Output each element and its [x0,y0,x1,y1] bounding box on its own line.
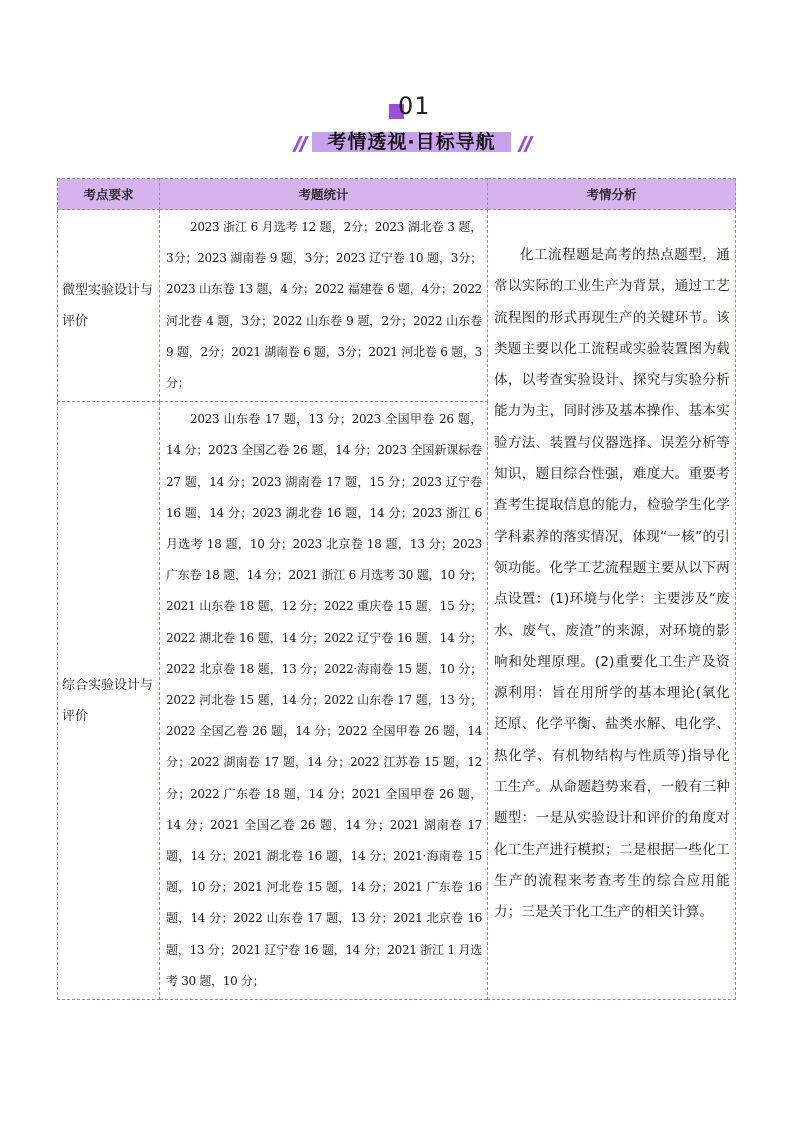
exam-analysis-table [57,178,736,1000]
column-header-statistics: 考题统计 [160,179,488,210]
section-title: 考情透视·目标导航 [327,131,496,153]
column-header-analysis: 考情分析 [488,179,736,210]
requirement-cell: 综合实验设计与评价 [58,402,160,1000]
section-header [0,94,794,164]
statistics-text: 2023 山东卷 17 题，13 分；2023 全国甲卷 26 题，14 分；2023 全国乙卷 26 题，14 分；2023 全国新课标卷 27 题，14 分；2023 湖南卷 17 题，15 分；2023 辽宁卷 16 题，14 分；2023 湖北卷 16 题，14 分；2023 浙江 6 月选考 18 题，10 分；2023 北京卷 18 题，13 分；2023 广东卷 18 题，14 分；2021 浙江 6 月选考 30 题，10 分；2021 山东卷 18 题，12 分；2022 重庆卷 15 题，15 分；2022 湖北卷 16 题，14 分；2022 辽宁卷 16 题，14 分；2022 北京卷 18 题，13 分；2022·海南卷 15 题，10 分；2022 河北卷 15 题，14 分；2022 山东卷 17 题，13 分；2022 全国乙卷 26 题，14 分；2022 全国甲卷 26 题，14 分；2022 湖南卷 17 题，14 分；2022 江苏卷 15 题，12 分；2022 广东卷 18 题，14 分；2021 全国甲卷 26 题，14 分；2021 全国乙卷 26 题，14 分；2021 湖南卷 17 题，14 分；2021 湖北卷 16 题，14 分；2021·海南卷 15 题，10 分；2021 河北卷 15 题，14 分；2021 广东卷 16 题，14 分；2022 山东卷 17 题，13 分；2021 北京卷 16 题，13 分；2021 辽宁卷 16 题，14 分；2021 浙江 1 月选考 30 题，10 分； [166,412,482,988]
statistics-cell [160,402,488,1000]
section-number: 01 [398,92,431,120]
requirement-cell: 微型实验设计与评价 [58,210,160,402]
column-header-requirement: 考点要求 [58,179,160,210]
table-header-row [58,179,736,210]
statistics-text: 2023 浙江 6 月选考 12 题，2分；2023 湖北卷 3 题，3分；2023 湖南卷 9 题，3分；2023 辽宁卷 10 题，3分；2023 山东卷 13 题，4 分；2022 福建卷 6 题，4分；2022 河北卷 4 题，3分；2022 山东卷 9 题，2分；2022 山东卷 9 题，2分；2021 湖南卷 6 题，3分；2021 河北卷 6 题，3分； [166,220,482,391]
analysis-text: 化工流程题是高考的热点题型，通常以实际的工业生产为背景，通过工艺流程图的形式再现生产的关键环节。该类题主要以化工流程或实验装置图为载体，以考查实验设计、探究与实验分析能力为主，同时涉及基本操作、基本实验方法、装置与仪器选择、误差分析等知识，题目综合性强，难度大。重要考查考生提取信息的能力，检验学生化学学科素养的落实情况，体现“一核”的引领功能。化学工艺流程题主要从以下两点设置：(1)环境与化学：主要涉及“废水、废气、废渣”的来源，对环境的影响和处理原理。(2)重要化工生产及资源利用：旨在用所学的基本理论(氧化还原、化学平衡、盐类水解、电化学、热化学、有机物结构与性质等)指导化工生产。从命题趋势来看，一般有三种题型：一是从实验设计和评价的角度对化工生产进行模拟；二是根据一些化工生产的流程来考查考生的综合应用能力；三是关于化工生产的相关计算。 [494,247,730,921]
statistics-cell [160,210,488,402]
table-row [58,210,736,402]
analysis-cell [488,210,736,1000]
